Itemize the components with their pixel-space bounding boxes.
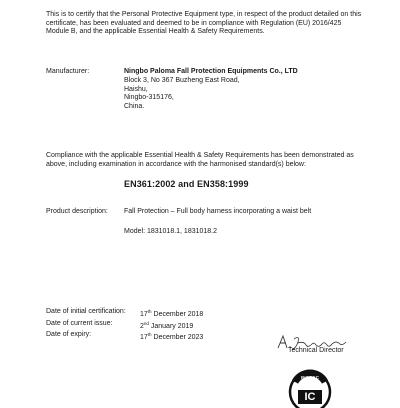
date-row-expiry — [46, 331, 203, 343]
standards-heading: EN361:2002 and EN358:1999 — [124, 179, 249, 189]
product-description-label: Product description: — [46, 208, 108, 215]
compliance-paragraph: Compliance with the applicable Essential Health & Safety Requirements has been demonstrated as above, including examination in accordance with the harmonised standard(s) below: — [46, 152, 354, 168]
ce-mark-logo — [50, 372, 94, 402]
model-numbers: Model: 1831018.1, 1831018.2 — [124, 228, 218, 235]
date-row-initial — [46, 308, 203, 320]
address-line: Block 3, No 367 Buzheng East Road, — [124, 76, 240, 84]
product-description-text: Fall Protection – Full body harness incorporating a waist belt — [124, 208, 312, 215]
date-value: 17th December 2018 — [140, 309, 204, 318]
dates-block — [46, 308, 203, 343]
inspec-logo-text: INSPEC — [300, 375, 320, 380]
inspec-logo — [285, 368, 335, 408]
inspec-logo-mark: IC — [304, 391, 316, 403]
signatory-title: Technical Director — [288, 347, 344, 354]
intro-paragraph: This is to certify that the Personal Protective Equipment type, in respect of the product detailed on this certificate, has been evaluated and deemed to be in compliance with Regulation (EU) 2016/425 Module B, and the applicable Essential Health & Safety Requirements. — [46, 11, 362, 36]
date-value: 2nd January 2019 — [140, 320, 194, 330]
date-label: Date of initial certification: — [46, 308, 126, 315]
date-label: Date of current issue: — [46, 319, 113, 327]
date-row-current — [46, 320, 203, 332]
manufacturer-name: Ningbo Paloma Fall Protection Equipments Co., LTD — [124, 68, 298, 75]
date-label: Date of expiry: — [46, 331, 92, 339]
address-line: Ningbo-315176, — [124, 94, 174, 102]
manufacturer-block — [124, 68, 364, 112]
date-value: 17th December 2023 — [140, 332, 204, 342]
address-line: Haishu, — [124, 85, 148, 93]
manufacturer-label: Manufacturer: — [46, 68, 90, 75]
address-line: China. — [124, 103, 145, 111]
